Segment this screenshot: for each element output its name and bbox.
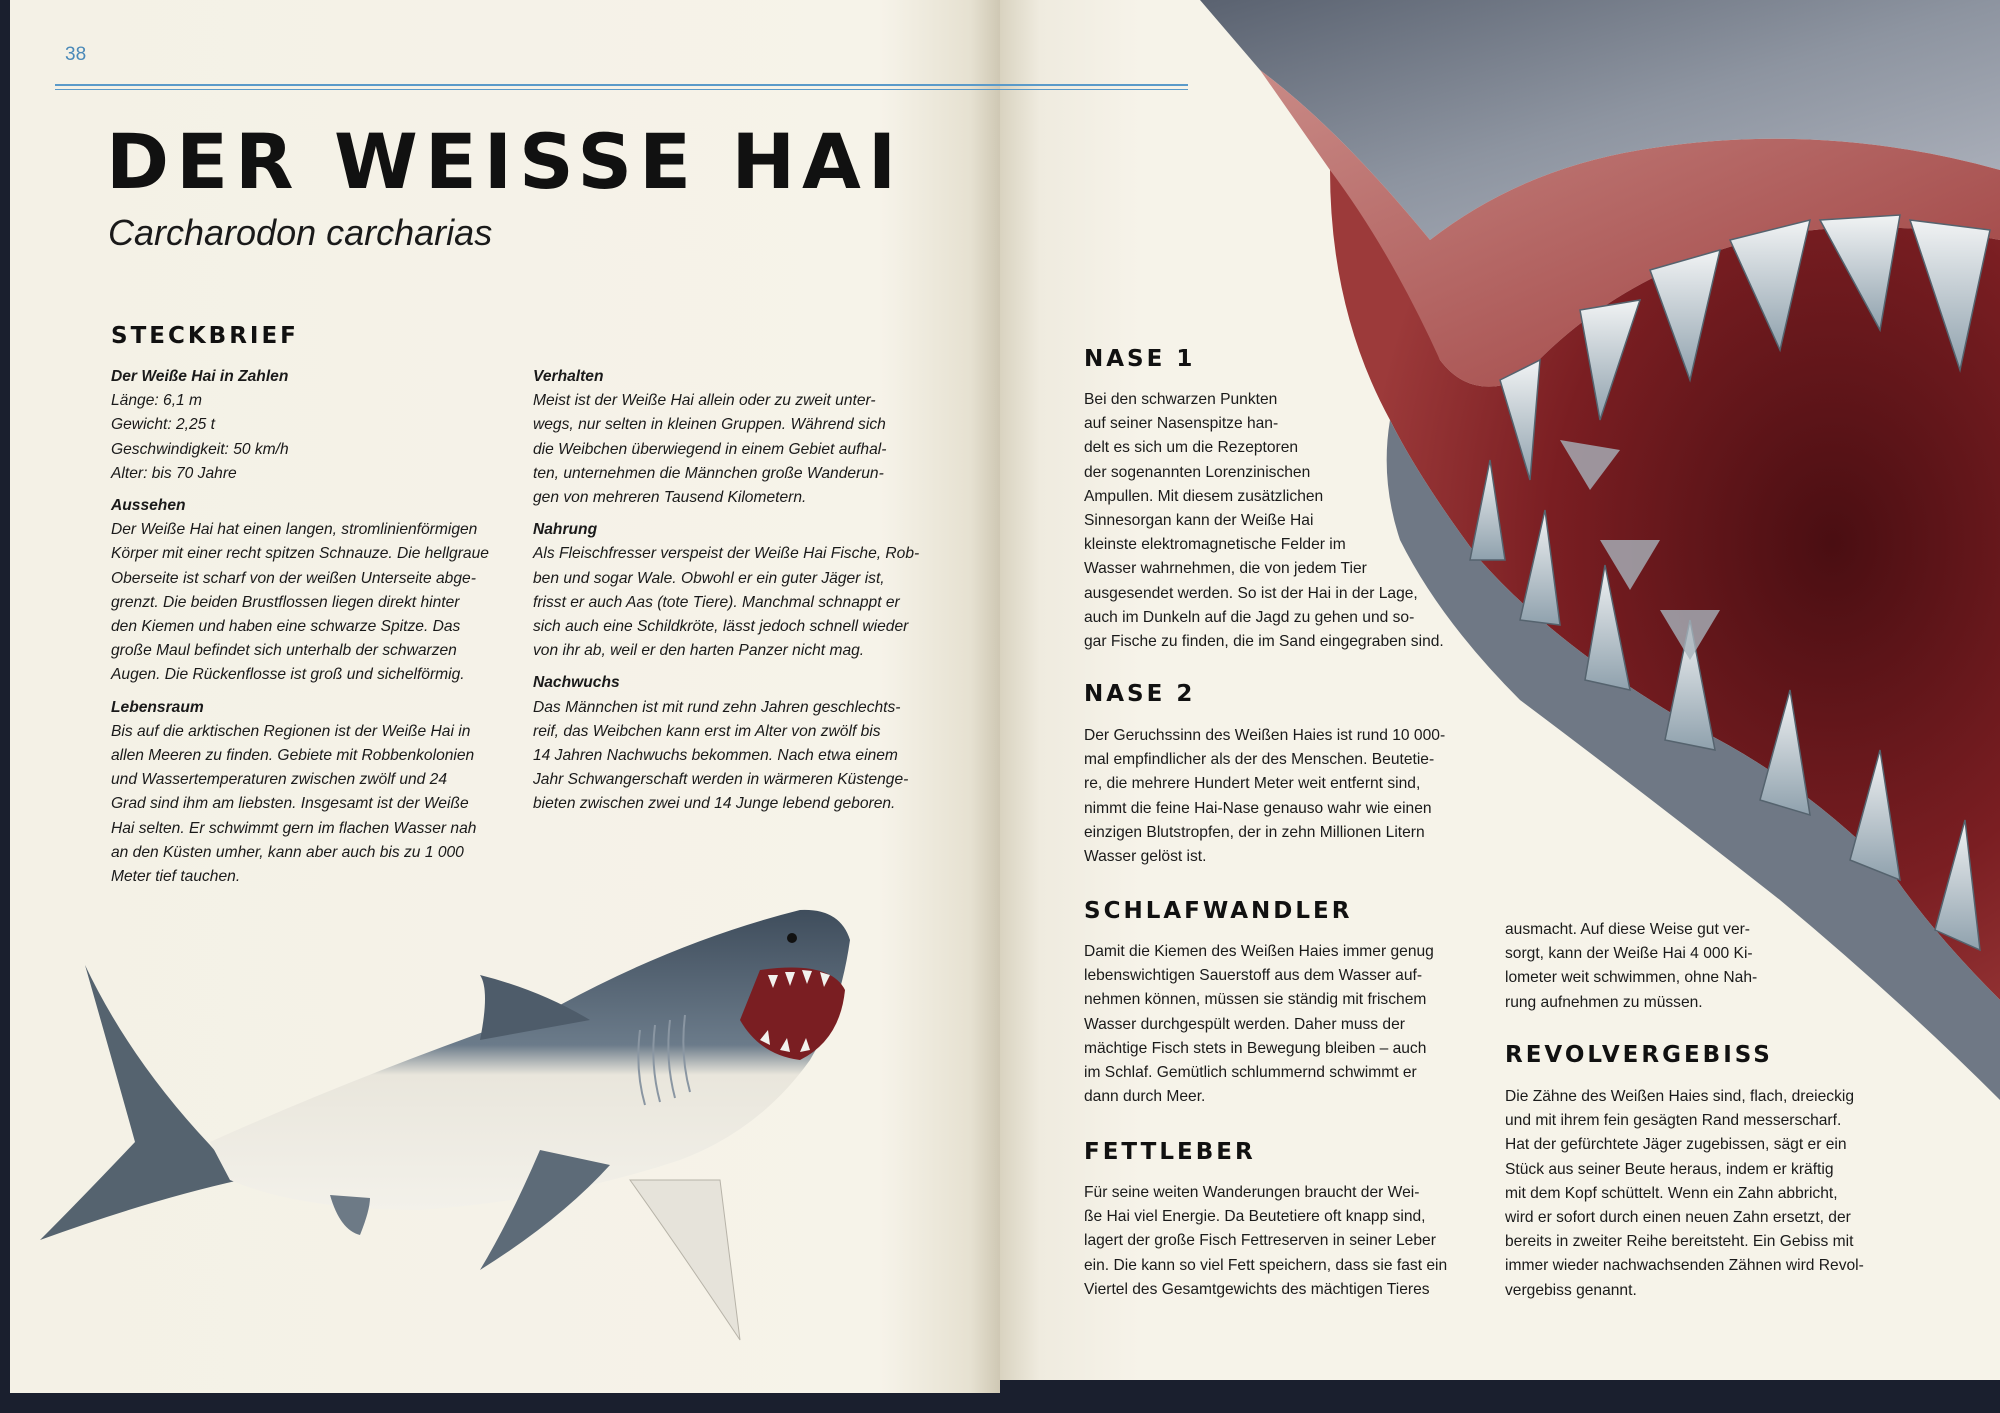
text-line: Das Männchen ist mit rund zehn Jahren geschlechts- — [533, 698, 901, 716]
heading-nase-1: NASE 1 — [1084, 346, 1196, 372]
text-line: rung aufnehmen zu müssen. — [1505, 993, 1703, 1011]
text-line: Hat der gefürchtete Jäger zugebissen, sägt er ein — [1505, 1136, 1847, 1154]
text-line: die Weibchen überwiegend in einem Gebiet aufhal- — [533, 440, 887, 458]
text-line: Gewicht: 2,25 t — [111, 416, 216, 434]
text-line: reif, das Weibchen kann erst im Alter von zwölf bis — [533, 722, 881, 740]
text-line: delt es sich um die Rezeptoren — [1084, 439, 1299, 457]
text-line: nehmen können, müssen sie ständig mit frischem — [1084, 991, 1427, 1009]
text-line: dann durch Meer. — [1084, 1088, 1206, 1106]
text-line: sich auch eine Schildkröte, lässt jedoch schnell wieder — [533, 618, 909, 636]
text-nase-2 — [1084, 724, 1445, 869]
text-line: Alter: bis 70 Jahre — [111, 464, 237, 482]
text-line: Grad sind ihm am liebsten. Insgesamt ist der Weiße — [111, 795, 469, 813]
text-line: Oberseite ist scharf von der weißen Unterseite abge- — [111, 569, 476, 587]
subheading: Der Weiße Hai in Zahlen — [111, 368, 289, 385]
text-line: Für seine weiten Wanderungen braucht der Wei- — [1084, 1184, 1420, 1201]
header-rule — [55, 84, 1188, 86]
text-line: grenzt. Die beiden Brustflossen liegen direkt hinter — [111, 593, 460, 611]
text-line: mächtige Fisch stets in Bewegung bleiben – auch — [1084, 1039, 1427, 1057]
text-line: Länge: 6,1 m — [111, 392, 203, 410]
text-schlafwandler — [1084, 940, 1434, 1109]
text-line: Die Zähne des Weißen Haies sind, flach, dreieckig — [1505, 1088, 1855, 1105]
text-line: sorgt, kann der Weiße Hai 4 000 Ki- — [1505, 945, 1753, 963]
heading-fettleber: FETTLEBER — [1084, 1139, 1256, 1165]
text-line: bieten zwischen zwei und 14 Junge lebend geboren. — [533, 795, 896, 813]
text-line: einzigen Blutstropfen, der in zehn Millionen Litern — [1084, 823, 1425, 841]
subheading: Nachwuchs — [533, 674, 620, 692]
page-title: DER WEISSE HAI — [106, 117, 904, 206]
text-line: auf seiner Nasenspitze han- — [1084, 415, 1279, 433]
text-line: Ampullen. Mit diesem zusätzlichen — [1084, 487, 1324, 505]
text-line: mal empfindlicher als der des Menschen. Beutetie- — [1084, 751, 1435, 769]
shark-illustration — [40, 880, 940, 1350]
text-line: wegs, nur selten in kleinen Gruppen. Während sich — [533, 416, 886, 434]
steckbrief-right-column — [533, 365, 933, 817]
text-line: Sinnesorgan kann der Weiße Hai — [1084, 512, 1314, 530]
text-line: im Schlaf. Gemütlich schlummernd schwimmt er — [1084, 1064, 1417, 1082]
text-line: re, die mehrere Hundert Meter weit entfernt sind, — [1084, 775, 1421, 793]
text-line: den Kiemen und haben eine schwarze Spitze. Das — [111, 618, 461, 636]
page-subtitle: Carcharodon carcharias — [108, 212, 493, 253]
text-line: Hai selten. Er schwimmt gern im flachen Wasser nah — [111, 819, 477, 837]
text-line: und Wassertemperaturen zwischen zwölf und 24 — [111, 771, 448, 789]
text-line: nimmt die feine Hai-Nase genauso wahr wie einen — [1084, 799, 1432, 817]
text-line: Damit die Kiemen des Weißen Haies immer genug — [1084, 943, 1434, 960]
text-line: kleinste elektromagnetische Felder im — [1084, 536, 1346, 554]
steckbrief-left-column — [111, 365, 501, 889]
text-revolvergebiss — [1505, 1085, 1864, 1303]
text-line: vergebiss genannt. — [1505, 1281, 1637, 1299]
heading-steckbrief: STECKBRIEF — [111, 323, 299, 349]
text-fettleber-continued — [1505, 918, 1757, 1015]
text-line: Wasser gelöst ist. — [1084, 848, 1207, 866]
text-line: Bei den schwarzen Punkten — [1084, 391, 1278, 408]
heading-schlafwandler: SCHLAFWANDLER — [1084, 898, 1353, 924]
right-page — [1000, 0, 2000, 1380]
text-line: große Maul befindet sich unterhalb der schwarzen — [111, 642, 457, 660]
text-line: Geschwindigkeit: 50 km/h — [111, 440, 289, 458]
text-line: der sogenannten Lorenzinischen — [1084, 463, 1311, 481]
text-line: ausmacht. Auf diese Weise gut ver- — [1505, 921, 1750, 938]
text-line: und mit ihrem fein gesägten Rand messerscharf. — [1505, 1112, 1842, 1130]
text-line: wird er sofort durch einen neuen Zahn ersetzt, der — [1505, 1209, 1851, 1227]
text-line: ben und sogar Wale. Obwohl er ein guter Jäger ist, — [533, 569, 885, 587]
text-line: Körper mit einer recht spitzen Schnauze. Die hellgraue — [111, 545, 489, 563]
text-line: gen von mehreren Tausend Kilometern. — [533, 489, 807, 507]
text-fettleber — [1084, 1181, 1447, 1302]
text-line: 14 Jahren Nachwuchs bekommen. Nach etwa einem — [533, 747, 898, 765]
text-line: mit dem Kopf schüttelt. Wenn ein Zahn abbricht, — [1505, 1184, 1838, 1202]
text-line: Wasser wahrnehmen, die von jedem Tier — [1084, 560, 1367, 578]
text-line: frisst er auch Aas (tote Tiere). Manchmal schnappt er — [533, 593, 900, 611]
text-line: Der Weiße Hai hat einen langen, stromlinienförmigen — [111, 521, 478, 539]
text-line: Bis auf die arktischen Regionen ist der Weiße Hai in — [111, 722, 471, 740]
text-line: Meter tief tauchen. — [111, 868, 241, 886]
subheading: Verhalten — [533, 368, 604, 385]
text-line: Als Fleischfresser verspeist der Weiße Hai Fische, Rob- — [533, 545, 920, 563]
text-line: Augen. Die Rückenflosse ist groß und sichelförmig. — [111, 666, 465, 684]
text-line: immer wieder nachwachsenden Zähnen wird Revol- — [1505, 1257, 1864, 1275]
text-line: Meist ist der Weiße Hai allein oder zu zweit unter- — [533, 392, 876, 410]
text-line: bereits in zweiter Reihe bereitsteht. Ein Gebiss mit — [1505, 1233, 1854, 1251]
text-line: ße Hai viel Energie. Da Beutetiere oft knapp sind, — [1084, 1208, 1426, 1226]
text-line: lebenswichtigen Sauerstoff aus dem Wasser auf- — [1084, 967, 1423, 985]
subheading: Lebensraum — [111, 698, 204, 716]
page-number: 38 — [65, 44, 87, 65]
text-line: Stück aus seiner Beute heraus, indem er kräftig — [1505, 1160, 1834, 1178]
text-line: allen Meeren zu finden. Gebiete mit Robbenkolonien — [111, 747, 475, 765]
text-line: Viertel des Gesamtgewichts des mächtigen Tieres — [1084, 1280, 1430, 1298]
subheading: Aussehen — [111, 497, 186, 515]
text-line: gar Fische zu finden, die im Sand eingegraben sind. — [1084, 633, 1444, 651]
text-line: ausgesendet werden. So ist der Hai in der Lage, — [1084, 584, 1418, 602]
text-line: lometer weit schwimmen, ohne Nah- — [1505, 969, 1758, 987]
text-line: Wasser durchgespült werden. Daher muss der — [1084, 1015, 1405, 1033]
text-line: an den Küsten umher, kann aber auch bis zu 1 000 — [111, 843, 464, 861]
heading-nase-2: NASE 2 — [1084, 681, 1196, 707]
text-line: auch im Dunkeln auf die Jagd zu gehen und so- — [1084, 608, 1415, 626]
text-line: Jahr Schwangerschaft werden in wärmeren Küstenge- — [533, 771, 909, 789]
heading-revolvergebiss: REVOLVERGEBISS — [1505, 1042, 1773, 1068]
text-line: ten, unternehmen die Männchen große Wanderun- — [533, 464, 884, 482]
text-line: von ihr ab, weil er den harten Panzer nicht mag. — [533, 642, 865, 660]
text-line: Der Geruchssinn des Weißen Haies ist rund 10 000- — [1084, 727, 1446, 744]
text-line: lagert der große Fisch Fettreserven in seiner Leber — [1084, 1232, 1436, 1250]
text-nase-1 — [1084, 388, 1444, 654]
header-rule-thin — [55, 89, 1188, 90]
text-line: ein. Die kann so viel Fett speichern, dass sie fast ein — [1084, 1256, 1448, 1274]
subheading: Nahrung — [533, 521, 598, 539]
